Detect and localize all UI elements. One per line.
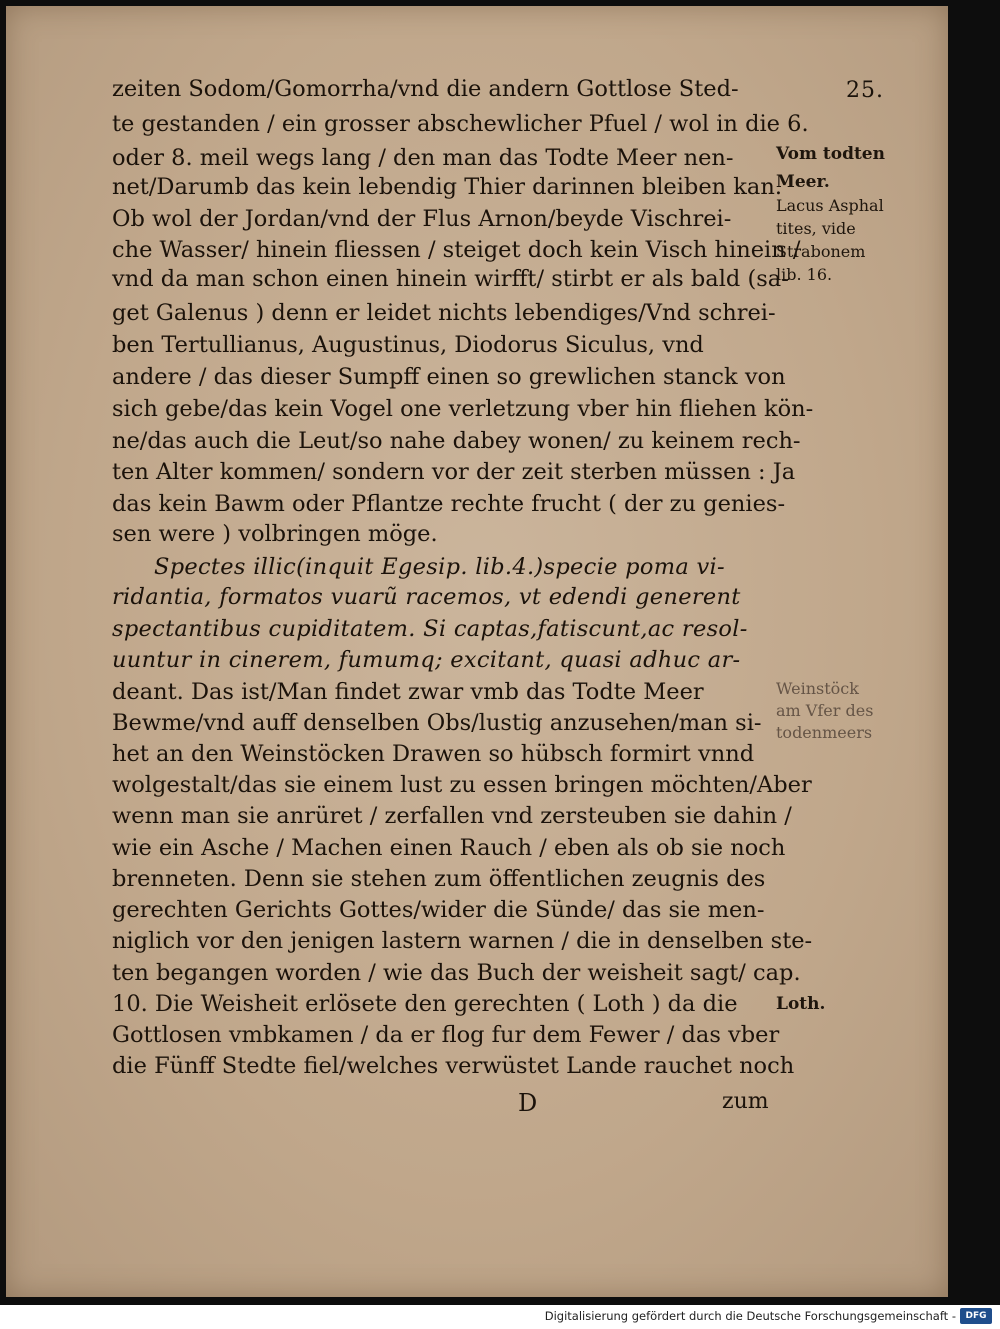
book-page bbox=[6, 6, 948, 1297]
margin-note: am Vfer des bbox=[776, 701, 874, 720]
text-line: sen were ) volbringen möge. bbox=[112, 521, 438, 547]
text-line: Ob wol der Jordan/vnd der Flus Arnon/beyde Vischrei- bbox=[112, 206, 732, 232]
margin-note: todenmeers bbox=[776, 723, 873, 742]
text-line: die Fünff Stedte fiel/welches verwüstet Lande rauchet noch bbox=[112, 1053, 795, 1079]
text-line: gerechten Gerichts Gottes/wider die Sünde/ das sie men- bbox=[112, 897, 765, 923]
text-line: oder 8. meil wegs lang / den man das Todte Meer nen- bbox=[112, 145, 734, 171]
text-line: Bewme/vnd auff denselben Obs/lustig anzusehen/man si- bbox=[112, 710, 762, 736]
text-line: wolgestalt/das sie einem lust zu essen bringen möchten/Aber bbox=[112, 772, 812, 798]
margin-note: lib. 16. bbox=[776, 265, 833, 284]
text-line: net/Darumb das kein lebendig Thier darinnen bleiben kan. bbox=[112, 174, 782, 200]
margin-note: tites, vide bbox=[776, 219, 856, 238]
text-line: sich gebe/das kein Vogel one verletzung vber hin fliehen kön- bbox=[112, 396, 814, 422]
text-line: spectantibus cupiditatem. Si captas,fatiscunt,ac resol- bbox=[112, 616, 748, 642]
text-line: ben Tertullianus, Augustinus, Diodorus Siculus, vnd bbox=[112, 332, 704, 358]
text-line: wie ein Asche / Machen einen Rauch / eben als ob sie noch bbox=[112, 835, 786, 861]
text-line: niglich vor den jenigen lastern warnen / die in denselben ste- bbox=[112, 928, 813, 954]
text-line: ten Alter kommen/ sondern vor der zeit sterben müssen : Ja bbox=[112, 459, 796, 485]
dfg-logo-icon: DFG bbox=[960, 1308, 992, 1324]
margin-note: Loth. bbox=[776, 994, 826, 1014]
margin-note: Meer. bbox=[776, 172, 830, 192]
text-line: deant. Das ist/Man findet zwar vmb das Todte Meer bbox=[112, 679, 704, 705]
text-line: het an den Weinstöcken Drawen so hübsch formirt vnnd bbox=[112, 741, 755, 767]
catchword: zum bbox=[722, 1089, 769, 1114]
text-line: ridantia, formatos vuarũ racemos, vt edendi generent bbox=[112, 584, 741, 610]
text-line: ne/das auch die Leut/so nahe dabey wonen/ zu keinem rech- bbox=[112, 428, 801, 454]
margin-note: Lacus Asphal bbox=[776, 196, 884, 215]
text-line: zeiten Sodom/Gomorrha/vnd die andern Gottlose Sted- bbox=[112, 76, 739, 102]
text-line: das kein Bawm oder Pflantze rechte frucht ( der zu genies- bbox=[112, 491, 786, 517]
signature-mark: D bbox=[518, 1089, 538, 1117]
text-line: te gestanden / ein grosser abschewlicher Pfuel / wol in die 6. bbox=[112, 111, 809, 137]
text-line: uuntur in cinerem, fumumq; excitant, quasi adhuc ar- bbox=[112, 647, 741, 673]
margin-note: Strabonem bbox=[776, 242, 866, 261]
text-line: vnd da man schon einen hinein wirfft/ stirbt er als bald (sa- bbox=[112, 266, 789, 292]
page-number: 25. bbox=[846, 78, 884, 103]
funding-notice: Digitalisierung gefördert durch die Deutsche Forschungsgemeinschaft - bbox=[544, 1309, 956, 1323]
footer-bar bbox=[0, 1305, 1000, 1329]
text-line: ten begangen worden / wie das Buch der weisheit sagt/ cap. bbox=[112, 960, 801, 986]
text-line: Gottlosen vmbkamen / da er flog fur dem Fewer / das vber bbox=[112, 1022, 780, 1048]
text-line: Spectes illic(inquit Egesip. lib.4.)specie poma vi- bbox=[154, 554, 725, 580]
text-line: andere / das dieser Sumpff einen so grewlichen stanck von bbox=[112, 364, 786, 390]
text-line: che Wasser/ hinein fliessen / steiget doch kein Visch hinein / bbox=[112, 237, 801, 263]
margin-note: Vom todten bbox=[776, 144, 885, 164]
text-line: get Galenus ) denn er leidet nichts lebendiges/Vnd schrei- bbox=[112, 300, 776, 326]
text-line: 10. Die Weisheit erlösete den gerechten ( Loth ) da die bbox=[112, 991, 738, 1017]
text-line: wenn man sie anrüret / zerfallen vnd zersteuben sie dahin / bbox=[112, 803, 792, 829]
text-line: brenneten. Denn sie stehen zum öffentlichen zeugnis des bbox=[112, 866, 766, 892]
margin-note: Weinstöck bbox=[776, 679, 859, 698]
